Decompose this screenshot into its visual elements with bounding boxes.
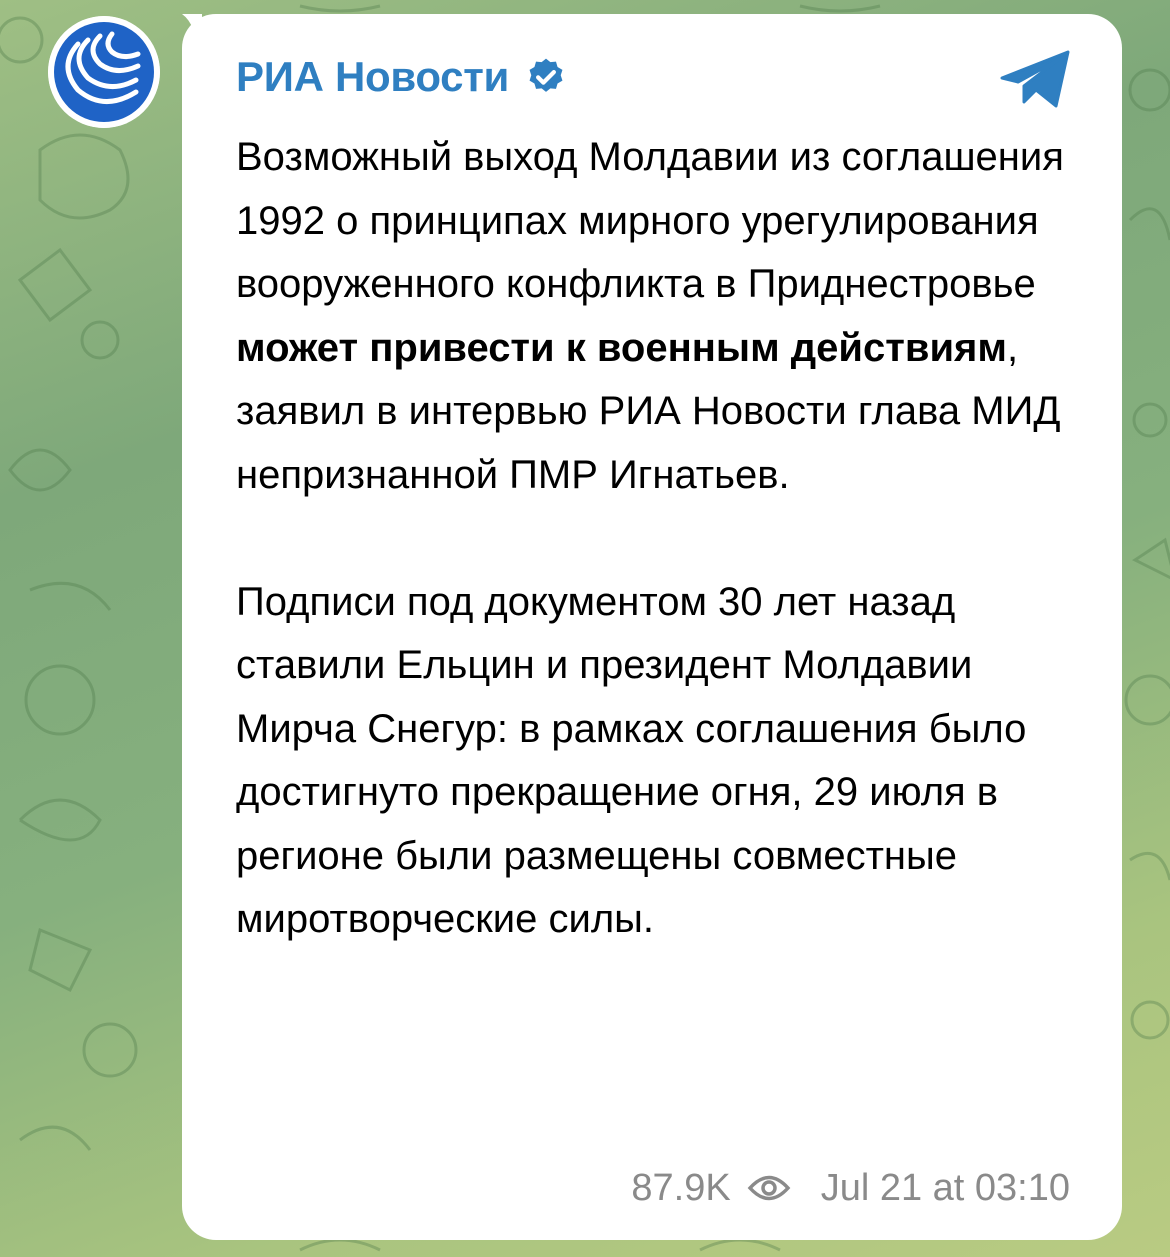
view-count: 87.9K: [631, 1167, 731, 1209]
message-header: [236, 54, 567, 100]
paragraph-1: Возможный выход Молдавии из соглашения 1992 о принципах мирного урегулирования вооруженного конфликта в Приднестровье может привести к военным действиям, заявил в интервью РИА Новости глава МИД непризнанной ПМР Игнатьев.: [236, 135, 1064, 497]
message-text: [236, 126, 1076, 952]
message-timestamp: Jul 21 at 03:10: [820, 1167, 1070, 1209]
telegram-share-icon[interactable]: [1000, 48, 1072, 110]
bold-highlight: может привести к военным действиям: [236, 325, 1007, 370]
message-footer: [631, 1166, 1070, 1210]
verified-badge-icon: [525, 56, 567, 98]
message-bubble: [182, 14, 1122, 1240]
paragraph-2: Подписи под документом 30 лет назад ставили Ельцин и президент Молдавии Мирча Снегур: в рамках соглашения было достигнуто прекращение огня, 29 июля в регионе были размещены совместные миротворческие силы.: [236, 579, 1027, 941]
eye-icon: [747, 1173, 791, 1203]
ria-logo-icon: [48, 16, 160, 128]
channel-name[interactable]: РИА Новости: [236, 53, 510, 100]
channel-avatar[interactable]: [48, 16, 160, 128]
